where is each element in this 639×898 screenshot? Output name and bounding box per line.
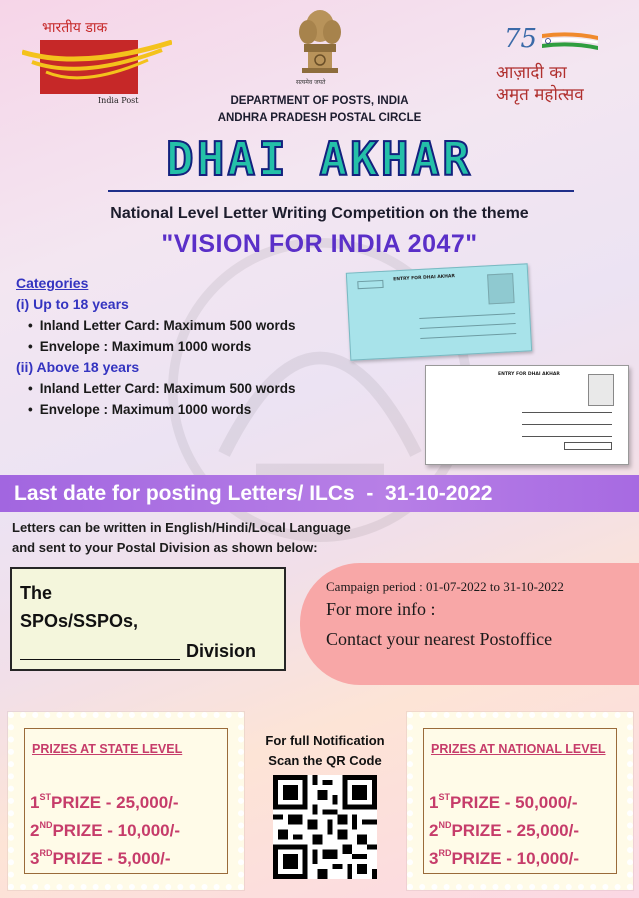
category-item — [28, 402, 296, 417]
prize-rank-suffix: ST — [438, 792, 450, 802]
category-group-label: (ii) Above 18 years — [16, 359, 140, 375]
prize-row — [30, 842, 180, 870]
instructions-line1: Letters can be written in English/Hindi/Local Language — [12, 520, 351, 535]
category-item-text: Inland Letter Card: Maximum 500 words — [39, 318, 296, 333]
pincode-boxes — [564, 442, 612, 450]
competition-theme: "VISION FOR INDIA 2047" — [161, 230, 478, 258]
national-prizes-heading: PRIZES AT NATIONAL LEVEL — [431, 742, 606, 756]
card-stamp — [487, 273, 515, 304]
prize-row — [429, 842, 579, 870]
last-date-banner: Last date for posting Letters/ ILCs - 31-10-2022 — [0, 475, 639, 512]
competition-title: DHAI AKHAR — [166, 132, 473, 186]
envelope-header: ENTRY FOR DHAI AKHAR — [498, 372, 560, 377]
prize-amount: PRIZE - 25,000/- — [451, 821, 580, 840]
address-line — [522, 424, 612, 425]
category-item — [28, 381, 296, 396]
post-logo-mark-icon — [22, 40, 172, 96]
instructions-line2: and sent to your Postal Division as shown below: — [12, 540, 318, 555]
campaign-period: Campaign period : 01-07-2022 to 31-10-2022 — [326, 579, 564, 594]
state-prizes-heading: PRIZES AT STATE LEVEL — [32, 742, 183, 756]
address-line1: The — [20, 583, 53, 603]
inland-letter-card-sample — [346, 263, 532, 360]
card-logo-box — [357, 280, 383, 289]
prize-amount: PRIZE - 50,000/- — [449, 793, 578, 812]
prize-row — [30, 786, 180, 814]
prize-rank-suffix: RD — [438, 848, 452, 858]
prize-amount: PRIZE - 5,000/- — [52, 849, 171, 868]
qr-instructions — [244, 731, 406, 771]
address-line — [420, 323, 516, 329]
address-line — [522, 412, 612, 413]
prize-rank: 3 — [429, 849, 439, 868]
national-emblem — [290, 6, 350, 88]
address-line2: SPOs/SSPOs, — [20, 611, 139, 631]
postal-division-address-box — [10, 567, 286, 671]
title-underline — [108, 190, 574, 192]
azadi-number: 75 — [504, 24, 538, 54]
post-logo-hindi: भारतीय डाक — [42, 20, 108, 36]
national-prizes-list — [429, 786, 579, 870]
envelope-stamp — [588, 374, 614, 406]
qr-line1: For full Notification — [265, 733, 385, 748]
prize-amount: PRIZE - 10,000/- — [451, 849, 580, 868]
emblem-motto: सत्यमेव जयते — [296, 79, 326, 86]
prize-row — [429, 786, 579, 814]
inland-card-header: ENTRY FOR DHAI AKHAR — [393, 274, 456, 283]
envelope-sample — [425, 365, 629, 465]
azadi-line1: आज़ादी का — [496, 63, 567, 83]
prize-rank-suffix: RD — [39, 848, 53, 858]
qr-line2: Scan the QR Code — [268, 753, 382, 768]
categories-section — [16, 275, 296, 417]
state-prizes-list — [30, 786, 180, 870]
post-logo-english: India Post — [98, 96, 139, 105]
azadi-line2: अमृत महोत्सव — [496, 85, 584, 105]
state-prizes-stamp — [8, 712, 244, 890]
categories-heading: Categories — [16, 275, 89, 291]
prize-row — [429, 814, 579, 842]
lion-capital-icon — [290, 6, 350, 76]
department-name: DEPARTMENT OF POSTS, INDIA — [230, 95, 409, 107]
category-item — [28, 339, 296, 354]
prize-row — [30, 814, 180, 842]
postal-circle-name: ANDHRA PRADESH POSTAL CIRCLE — [217, 112, 422, 124]
prize-rank: 3 — [30, 849, 40, 868]
competition-subtitle: National Level Letter Writing Competition on the theme — [110, 205, 529, 222]
national-prizes-stamp — [407, 712, 633, 890]
division-blank-line — [20, 659, 180, 660]
qr-code-icon[interactable] — [273, 775, 377, 879]
prize-rank-suffix: ND — [438, 820, 452, 830]
tricolour-flag-icon — [542, 32, 598, 50]
category-group-label: (i) Up to 18 years — [16, 296, 129, 312]
prize-rank: 2 — [429, 821, 439, 840]
category-item-text: Envelope : Maximum 1000 words — [39, 402, 252, 417]
prize-rank: 1 — [429, 793, 439, 812]
category-item — [28, 318, 296, 333]
prize-rank-suffix: ST — [39, 792, 51, 802]
campaign-info-box — [300, 563, 639, 685]
prize-rank: 2 — [30, 821, 40, 840]
prize-amount: PRIZE - 25,000/- — [50, 793, 179, 812]
category-item-text: Envelope : Maximum 1000 words — [39, 339, 252, 354]
address-line3: Division — [186, 641, 257, 661]
more-info-label: For more info : — [326, 599, 436, 619]
prize-rank-suffix: ND — [39, 820, 53, 830]
address-line — [522, 436, 612, 437]
category-item-text: Inland Letter Card: Maximum 500 words — [39, 381, 296, 396]
address-line — [420, 333, 516, 339]
prize-amount: PRIZE - 10,000/- — [52, 821, 181, 840]
language-instructions — [12, 518, 351, 558]
address-line — [419, 313, 515, 319]
contact-postoffice: Contact your nearest Postoffice — [326, 629, 553, 649]
azadi-ka-amrit-mahotsav-logo — [490, 22, 630, 105]
prize-rank: 1 — [30, 793, 40, 812]
